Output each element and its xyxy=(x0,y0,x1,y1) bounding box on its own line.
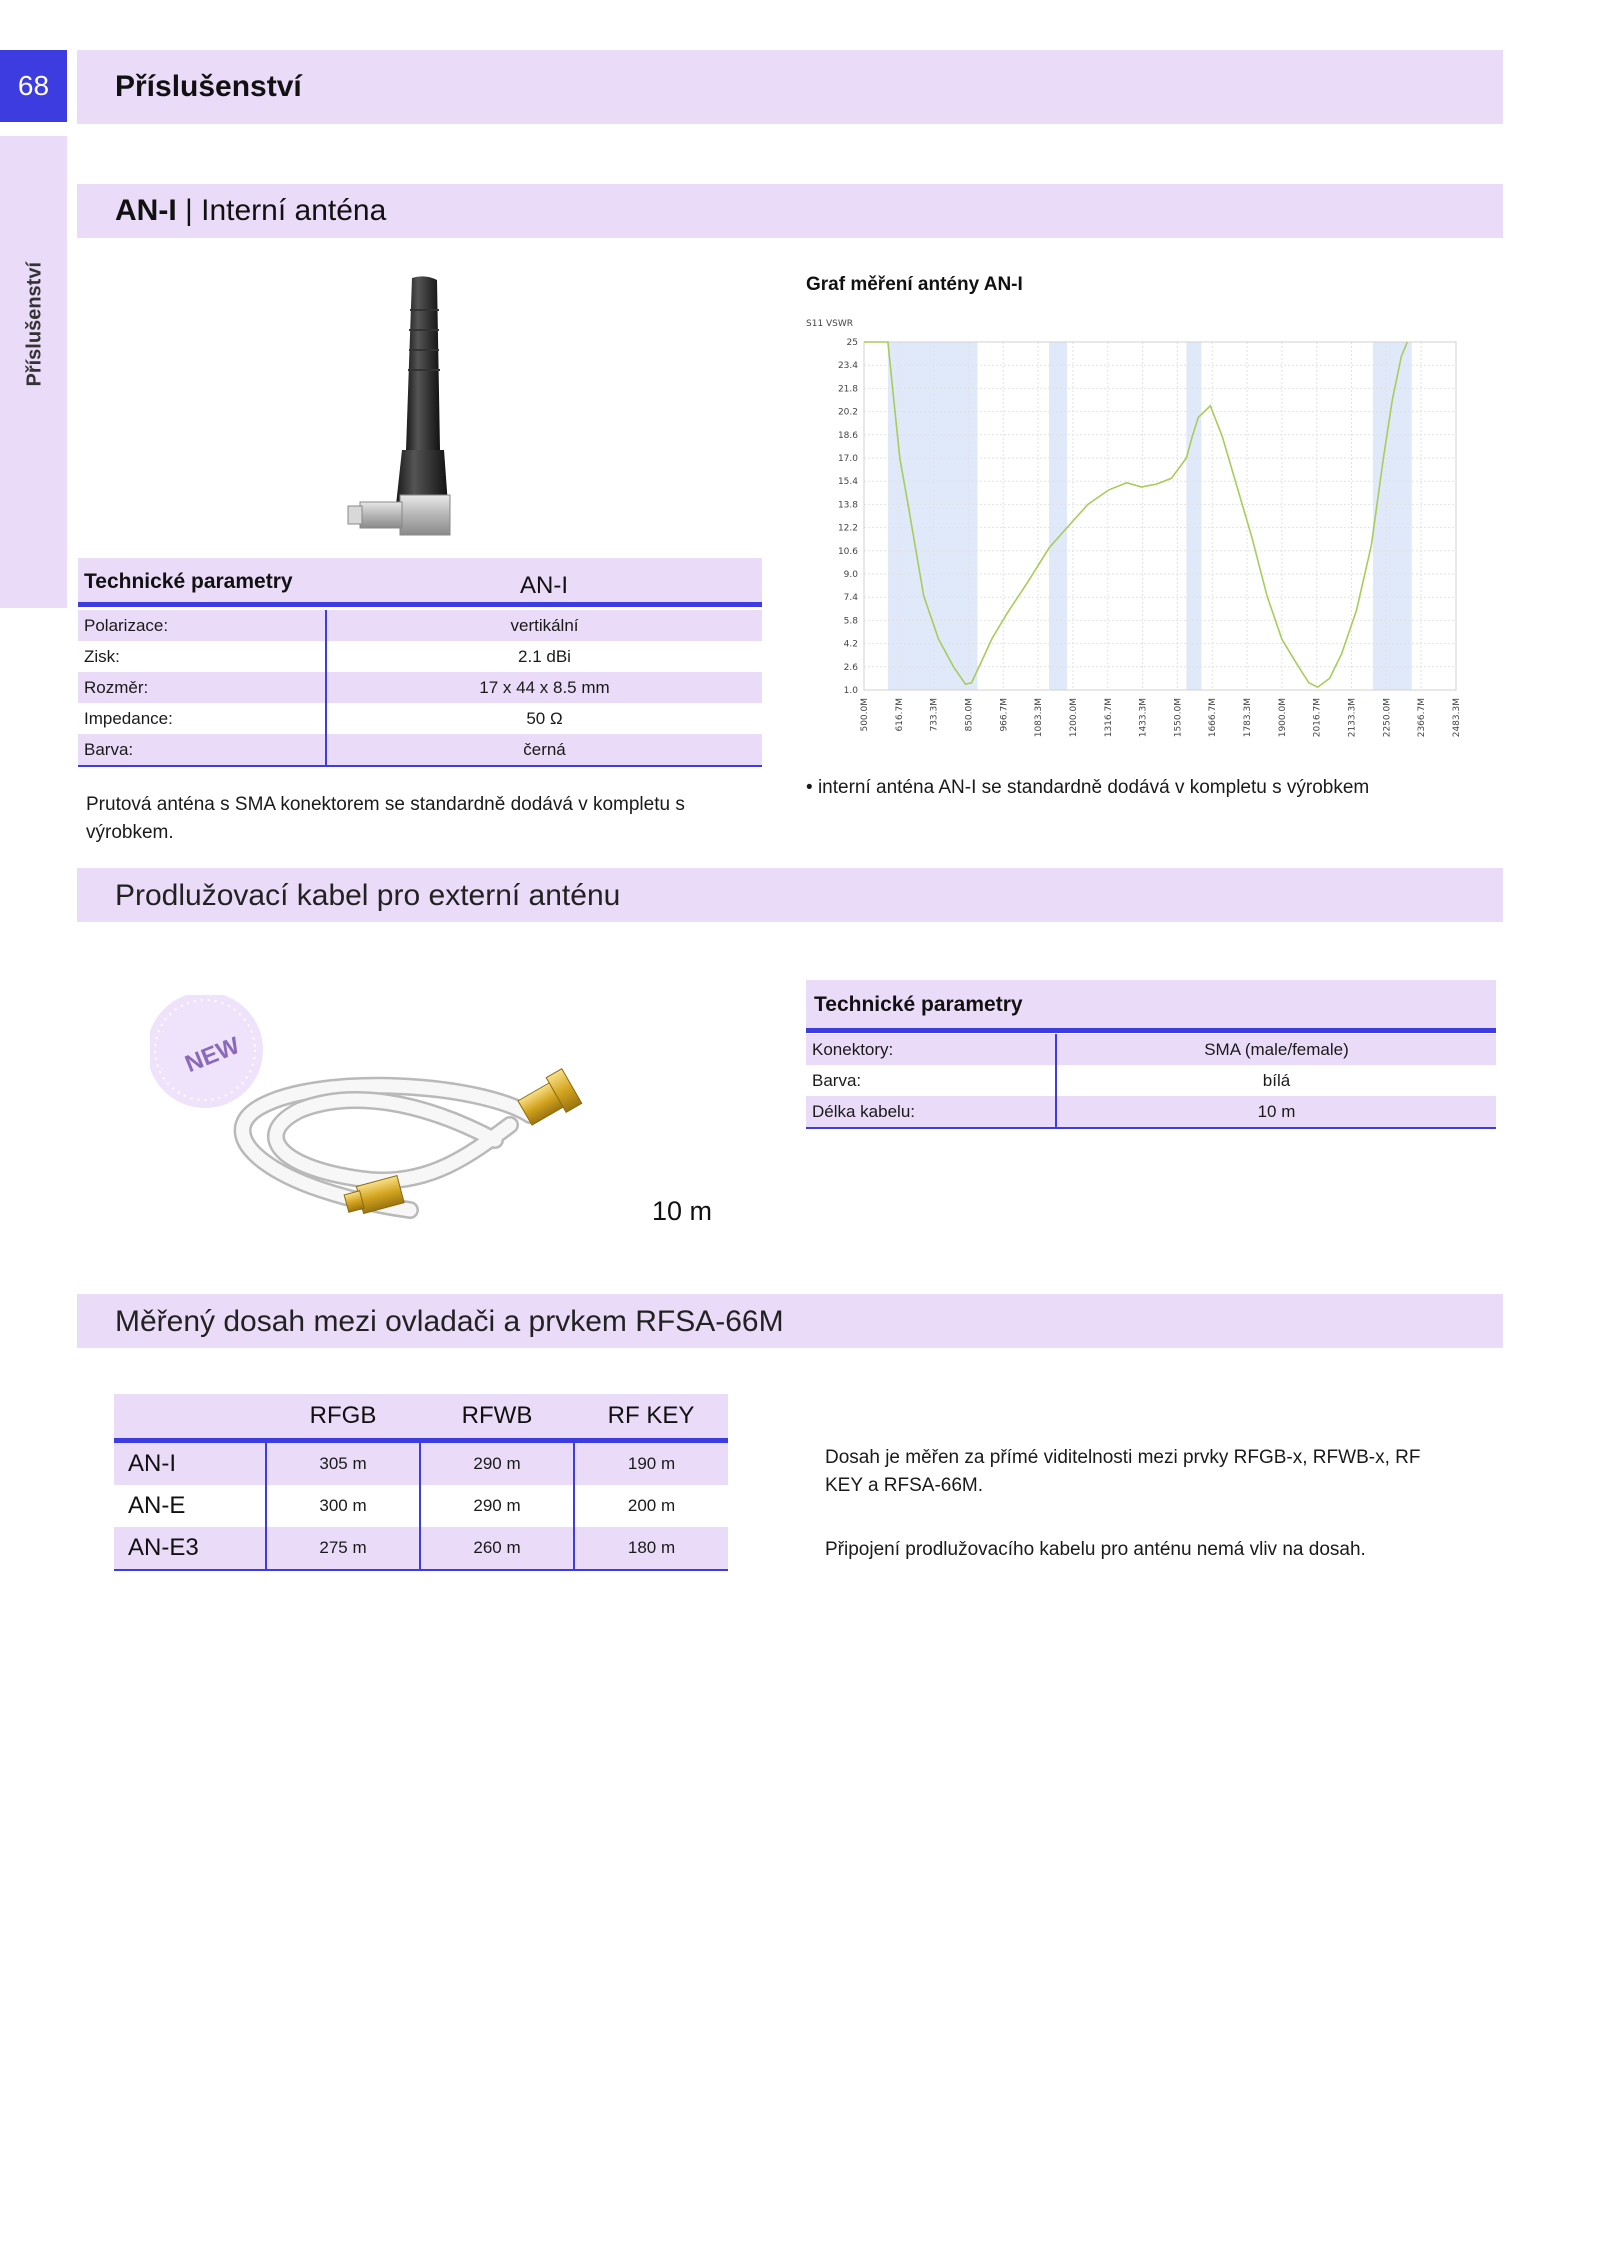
table-row xyxy=(78,672,762,703)
chart-x-tick: 2366.7M xyxy=(1417,698,1428,738)
param-value: černá xyxy=(326,734,762,766)
range-value: 190 m xyxy=(574,1441,728,1486)
cable-image xyxy=(150,995,630,1245)
range-corner-cell xyxy=(114,1394,266,1441)
chart-highlight-band xyxy=(1373,342,1412,690)
vswr-chart xyxy=(796,312,1506,742)
range-col-header: RF KEY xyxy=(574,1394,728,1441)
cable-length-label: 10 m xyxy=(652,1196,713,1226)
range-note-2: Připojení prodlužovacího kabelu pro anténu nemá vliv na dosah. xyxy=(825,1539,1366,1560)
cable-title: Prodlužovací kabel pro externí anténu xyxy=(115,879,621,912)
an-i-title-desc: Interní anténa xyxy=(201,194,387,227)
table-row xyxy=(806,1034,1496,1065)
param-label: Konektory: xyxy=(806,1034,1056,1065)
range-value: 275 m xyxy=(266,1527,420,1570)
an-i-params-table xyxy=(78,610,762,767)
table-row xyxy=(78,703,762,734)
range-value: 290 m xyxy=(420,1441,574,1486)
chart-x-tick: 1316.7M xyxy=(1103,698,1114,738)
table-row xyxy=(806,1065,1496,1096)
chart-y-tick: 21.8 xyxy=(837,384,858,395)
new-badge-text: NEW xyxy=(181,1032,244,1079)
chart-y-tick: 15.4 xyxy=(837,477,858,488)
an-i-title xyxy=(115,194,386,228)
chart-y-tick: 10.6 xyxy=(837,546,858,557)
chart-highlight-band xyxy=(1049,342,1067,690)
param-value: vertikální xyxy=(326,610,762,641)
cable-table-header-label: Technické parametry xyxy=(814,993,1023,1016)
param-label: Délka kabelu: xyxy=(806,1096,1056,1128)
chart-x-tick: 1783.3M xyxy=(1243,698,1254,738)
param-label: Barva: xyxy=(78,734,326,766)
param-label: Polarizace: xyxy=(78,610,326,641)
cable-table-header xyxy=(806,980,1496,1033)
range-value: 200 m xyxy=(574,1485,728,1527)
chart-x-tick: 1550.0M xyxy=(1173,698,1184,738)
chart-x-tick: 1900.0M xyxy=(1277,698,1288,738)
an-i-table-header xyxy=(78,558,762,607)
range-col-header: RFGB xyxy=(266,1394,420,1441)
chart-x-tick: 2016.7M xyxy=(1312,698,1323,738)
range-value: 180 m xyxy=(574,1527,728,1570)
bullet-text: interní anténa AN-I se standardně dodává v kompletu s výrobkem xyxy=(817,777,1370,798)
chart-y-header: S11 VSWR xyxy=(806,319,854,329)
side-label: Příslušenství xyxy=(23,261,46,387)
range-row-name: AN-I xyxy=(114,1441,266,1486)
range-table xyxy=(114,1394,728,1571)
bullet-icon: • xyxy=(806,777,813,798)
chart-x-tick: 1433.3M xyxy=(1138,698,1149,738)
chart-y-tick: 20.2 xyxy=(837,407,858,418)
table-row xyxy=(114,1527,728,1570)
section-title: Příslušenství xyxy=(115,70,302,103)
chart-x-tick: 1666.7M xyxy=(1208,698,1219,738)
chart-y-tick: 17.0 xyxy=(837,454,858,464)
range-value: 305 m xyxy=(266,1441,420,1486)
chart-y-tick: 4.2 xyxy=(843,639,858,650)
chart-x-tick: 2250.0M xyxy=(1382,698,1393,738)
chart-x-tick: 500.0M xyxy=(860,698,870,732)
param-label: Rozměr: xyxy=(78,672,326,703)
table-row xyxy=(114,1441,728,1486)
param-value: 50 Ω xyxy=(326,703,762,734)
chart-y-tick: 7.4 xyxy=(843,593,858,604)
table-row xyxy=(78,641,762,672)
an-i-bullet xyxy=(806,774,1506,802)
table-row xyxy=(78,734,762,766)
chart-y-tick: 23.4 xyxy=(837,361,858,372)
chart-y-tick: 5.8 xyxy=(843,616,858,627)
chart-y-tick: 9.0 xyxy=(843,570,858,580)
range-table-header-row xyxy=(114,1394,728,1441)
chart-x-tick: 2133.3M xyxy=(1347,698,1358,738)
chart-x-tick: 966.7M xyxy=(999,698,1010,732)
range-col-header: RFWB xyxy=(420,1394,574,1441)
range-row-name: AN-E xyxy=(128,1492,186,1519)
an-i-title-separator: | xyxy=(185,194,193,227)
chart-y-tick: 18.6 xyxy=(837,430,858,441)
param-label: Zisk: xyxy=(84,646,120,666)
chart-y-tick: 1.0 xyxy=(843,686,858,696)
range-value: 260 m xyxy=(420,1527,574,1570)
range-value: 300 m xyxy=(266,1485,420,1527)
chart-x-tick: 2483.3M xyxy=(1452,698,1462,738)
range-row-name: AN-E3 xyxy=(114,1527,266,1570)
chart-highlight-band xyxy=(888,342,978,690)
an-i-table-header-label: Technické parametry xyxy=(84,570,293,593)
chart-x-tick: 1200.0M xyxy=(1068,698,1079,738)
range-value: 290 m xyxy=(420,1485,574,1527)
an-i-title-model: AN-I xyxy=(115,194,177,227)
chart-x-tick: 1083.3M xyxy=(1034,698,1045,738)
page-number: 68 xyxy=(0,50,67,122)
antenna-image xyxy=(340,270,480,545)
range-title: Měřený dosah mezi ovladači a prvkem RFSA-66M xyxy=(115,1305,784,1338)
chart-x-tick: 733.3M xyxy=(929,698,940,732)
chart-y-tick: 13.8 xyxy=(837,500,858,511)
table-row xyxy=(114,1485,728,1527)
param-value: bílá xyxy=(1056,1065,1496,1096)
param-label: Impedance: xyxy=(84,708,173,728)
range-note-1: Dosah je měřen za přímé viditelnosti mezi prvky RFGB-x, RFWB-x, RF KEY a RFSA-66M. xyxy=(825,1447,1421,1496)
chart-title: Graf měření antény AN-I xyxy=(806,274,1023,295)
chart-x-tick: 850.0M xyxy=(964,698,975,732)
table-row xyxy=(806,1096,1496,1128)
param-value: 2.1 dBi xyxy=(326,641,762,672)
an-i-table-header-model: AN-I xyxy=(520,572,568,599)
table-row xyxy=(78,610,762,641)
chart-y-tick: 12.2 xyxy=(837,523,858,534)
chart-x-tick: 616.7M xyxy=(894,698,905,732)
param-value: 17 x 44 x 8.5 mm xyxy=(326,672,762,703)
param-value: SMA (male/female) xyxy=(1056,1034,1496,1065)
param-label: Barva: xyxy=(812,1070,862,1090)
chart-highlight-band xyxy=(1186,342,1201,690)
chart-y-tick: 2.6 xyxy=(843,662,858,673)
an-i-description: Prutová anténa s SMA konektorem se standardně dodává v kompletu s výrobkem. xyxy=(86,794,685,843)
cable-params-table xyxy=(806,1034,1496,1129)
chart-y-tick: 25 xyxy=(846,338,858,348)
param-value: 10 m xyxy=(1056,1096,1496,1128)
